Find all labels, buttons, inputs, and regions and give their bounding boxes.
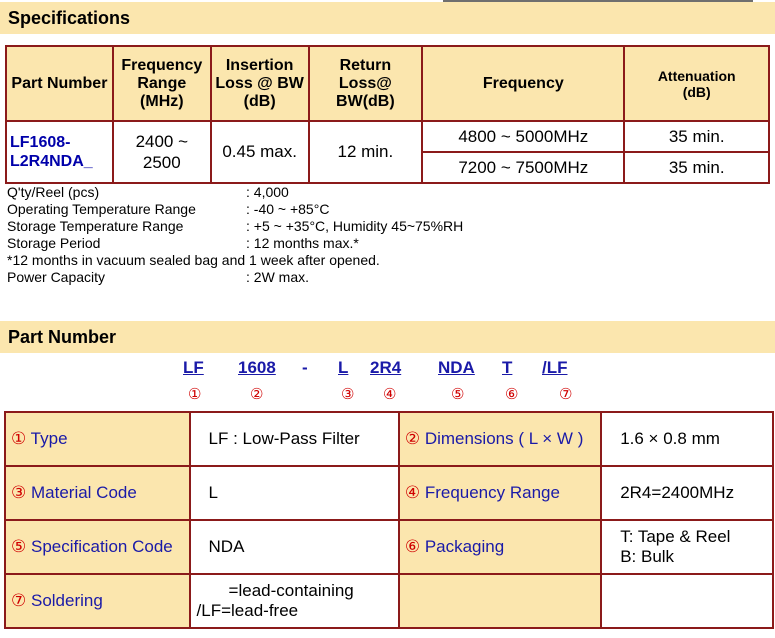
soldering-label: ⑦ Soldering [5,574,190,628]
spec-header-row [6,46,769,121]
pn-row [5,574,773,628]
note-label: Q'ty/Reel (pcs) [7,184,100,200]
pn-row [5,520,773,574]
header-attenuation: Attenuation (dB) [624,46,769,121]
part-number-table [4,411,774,629]
insertion-loss-cell: 0.45 max. [211,121,309,183]
code-frequency: 2R4 [370,358,402,377]
pn-row [5,466,773,520]
marker: ⑥ [505,386,519,403]
note-value: : 2W max. [246,269,310,285]
marker: ② [250,386,264,403]
empty-label-cell [399,574,601,628]
frequency-range-label: ④ Frequency Range [399,466,601,520]
packaging-label: ⑥ Packaging [399,520,601,574]
specification-code-label: ⑤ Specification Code [5,520,190,574]
code-specification: NDA [438,358,475,377]
marker: ④ [383,386,397,403]
code-material: L [338,358,349,377]
band-attenuation-cell: 35 min. [624,152,769,183]
band-frequency-cell: 4800 ~ 5000MHz [422,121,624,152]
material-code-value: L [190,466,399,520]
header-insertion-loss: Insertion Loss @ BW (dB) [211,46,309,121]
note-value: : -40 ~ +85°C [246,201,330,217]
band-frequency-cell: 7200 ~ 7500MHz [422,152,624,183]
frequency-range-cell: 2400 ~ 2500 [113,121,211,183]
dimensions-value: 1.6 × 0.8 mm [601,412,773,466]
soldering-value: =lead-containing /LF=lead-free [190,574,399,628]
material-code-label: ③ Material Code [5,466,190,520]
header-frequency: Frequency [422,46,624,121]
type-value: LF : Low-Pass Filter [190,412,399,466]
marker: ⑤ [451,386,465,403]
note-label: Operating Temperature Range [7,201,196,217]
code-dimensions: 1608 [238,358,276,377]
note-label: Storage Period [7,235,101,251]
empty-value-cell [601,574,773,628]
spec-row [6,121,769,152]
marker: ① [188,386,202,403]
type-label: ① Type [5,412,190,466]
code-packaging: T [502,358,513,377]
specifications-heading: Specifications [0,2,775,34]
part-number-heading: Part Number [0,321,775,353]
code-type: LF [183,358,204,377]
code-soldering: /LF [542,358,568,377]
marker: ⑦ [559,386,573,403]
frequency-range-value: 2R4=2400MHz [601,466,773,520]
code-separator: - [302,358,308,377]
note-label: Power Capacity [7,269,106,285]
packaging-value: T: Tape & Reel B: Bulk [601,520,773,574]
note-value: : 4,000 [246,184,289,200]
return-loss-cell: 12 min. [309,121,423,183]
marker: ③ [341,386,355,403]
dimensions-label: ② Dimensions ( L × W ) [399,412,601,466]
header-return-loss: Return Loss@ BW(dB) [309,46,423,121]
band-attenuation-cell: 35 min. [624,121,769,152]
note-value: : 12 months max.* [246,235,359,251]
note-value: : +5 ~ +35°C, Humidity 45~75%RH [246,218,464,234]
part-number-cell: LF1608- L2R4NDA_ [6,121,113,183]
header-frequency-range: Frequency Range (MHz) [113,46,211,121]
specifications-table [5,45,770,184]
specification-code-value: NDA [190,520,399,574]
note-label: Storage Temperature Range [7,218,184,234]
header-part-number: Part Number [6,46,113,121]
pn-row [5,412,773,466]
note-label: *12 months in vacuum sealed bag and 1 week after opened. [7,252,380,268]
